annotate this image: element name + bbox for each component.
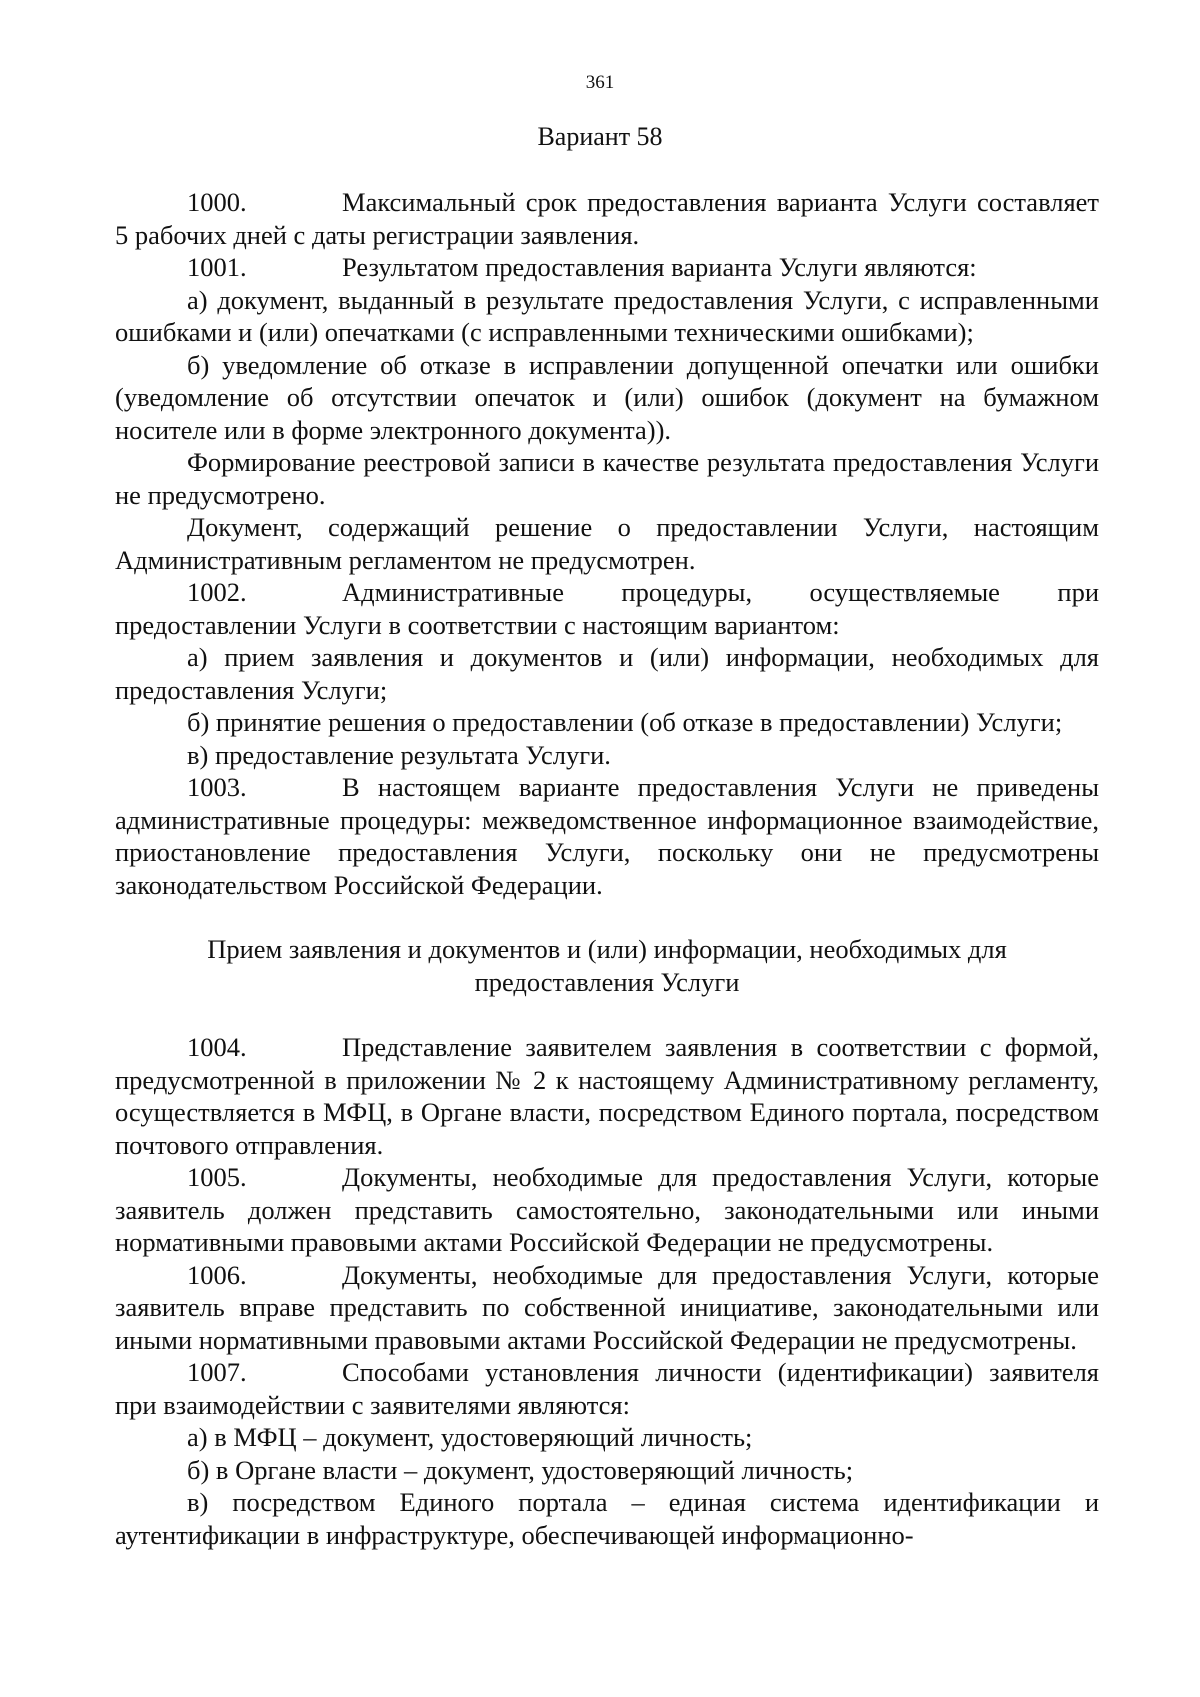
- paragraph-text: Документы, необходимые для предоставления Услуги, которые заявитель должен представить самостоятельно, законодательными или иными нормативными правовыми актами Российской Федерации не предусмотрены.: [115, 1162, 1099, 1257]
- paragraph-number: 1006.: [187, 1259, 247, 1290]
- paragraph-text: Формирование реестровой записи в качестве результата предоставления Услуги не предусмотрено.: [115, 447, 1099, 510]
- document-body: [115, 186, 1099, 1551]
- paragraph-group-application: [115, 1031, 1099, 1551]
- paragraph: [115, 511, 1099, 576]
- variant-title: Вариант 58: [537, 122, 663, 151]
- paragraph: [115, 1454, 1099, 1487]
- page-number: 361: [585, 72, 615, 93]
- paragraph-text: а) прием заявления и документов и (или) информации, необходимых для предоставления Услуги;: [115, 642, 1099, 705]
- paragraph-text: Максимальный срок предоставления варианта Услуги составляет 5 рабочих дней с даты регистрации заявления.: [115, 187, 1099, 250]
- paragraph-number: 1002.: [187, 577, 247, 607]
- paragraph-number: 1007.: [187, 1357, 247, 1387]
- paragraph-text: Административные процедуры, осуществляемые при предоставлении Услуги в соответствии с настоящим вариантом:: [115, 577, 1099, 640]
- section-heading: [115, 933, 1099, 998]
- paragraph: [115, 706, 1099, 739]
- paragraph: [115, 349, 1099, 447]
- paragraph-text: б) принятие решения о предоставлении (об отказе в предоставлении) Услуги;: [187, 707, 1063, 737]
- paragraph-text: Способами установления личности (идентификации) заявителя при взаимодействии с заявителями являются:: [115, 1357, 1099, 1420]
- paragraph: [115, 1031, 1099, 1161]
- paragraph-text: а) документ, выданный в результате предоставления Услуги, с исправленными ошибками и (или) опечатками (с исправленными техническими ошибками);: [115, 284, 1099, 347]
- paragraph: [115, 1421, 1099, 1454]
- paragraph: [115, 251, 1099, 284]
- paragraph-text: в) предоставление результата Услуги.: [187, 739, 611, 770]
- section-heading-line: Прием заявления и документов и (или) информации, необходимых для: [207, 934, 1007, 964]
- paragraph: [115, 771, 1099, 901]
- paragraph: [115, 1486, 1099, 1551]
- paragraph-text: в) посредством Единого портала – единая система идентификации и аутентификации в инфраструктуре, обеспечивающей информационно-: [115, 1487, 1099, 1550]
- paragraph-text: б) в Органе власти – документ, удостоверяющий личность;: [187, 1454, 854, 1485]
- paragraph: [115, 1161, 1099, 1259]
- paragraph: [115, 576, 1099, 641]
- paragraph: [115, 1259, 1099, 1357]
- paragraph-text: Документы, необходимые для предоставления Услуги, которые заявитель вправе представить по собственной инициативе, законодательными или иными нормативными правовыми актами Российской Федерации не предусмотрены.: [115, 1259, 1099, 1355]
- paragraph: [115, 739, 1099, 772]
- paragraph-number: 1000.: [187, 187, 247, 217]
- paragraph-text: Результатом предоставления варианта Услуги являются:: [342, 252, 977, 282]
- paragraph: [115, 641, 1099, 706]
- paragraph: [115, 186, 1099, 251]
- paragraph: [115, 446, 1099, 511]
- paragraph-number: 1001.: [187, 252, 247, 282]
- section-heading-line: предоставления Услуги: [474, 966, 740, 997]
- paragraph-group-results: [115, 186, 1099, 901]
- paragraph-text: Документ, содержащий решение о предоставлении Услуги, настоящим Административным регламентом не предусмотрен.: [115, 512, 1099, 575]
- paragraph-number: 1003.: [187, 772, 247, 802]
- paragraph-text: В настоящем варианте предоставления Услуги не приведены административные процедуры: межведомственное информационное взаимодействие, приостановление предоставления Услуги, поскольку они не предусмотрены законодательством Российской Федерации.: [115, 772, 1099, 900]
- paragraph-number: 1004.: [187, 1032, 247, 1062]
- paragraph-text: Представление заявителем заявления в соответствии с формой, предусмотренной в приложении № 2 к настоящему Административному регламенту, осуществляется в МФЦ, в Органе власти, посредством Единого портала, посредством почтового отправления.: [115, 1032, 1099, 1160]
- paragraph-text: а) в МФЦ – документ, удостоверяющий личность;: [187, 1422, 753, 1452]
- paragraph: [115, 1356, 1099, 1421]
- paragraph-text: б) уведомление об отказе в исправлении допущенной опечатки или ошибки (уведомление об отсутствии опечаток и (или) ошибок (документ на бумажном носителе или в форме электронного документа)).: [115, 349, 1099, 445]
- paragraph-number: 1005.: [187, 1162, 247, 1192]
- paragraph: [115, 284, 1099, 349]
